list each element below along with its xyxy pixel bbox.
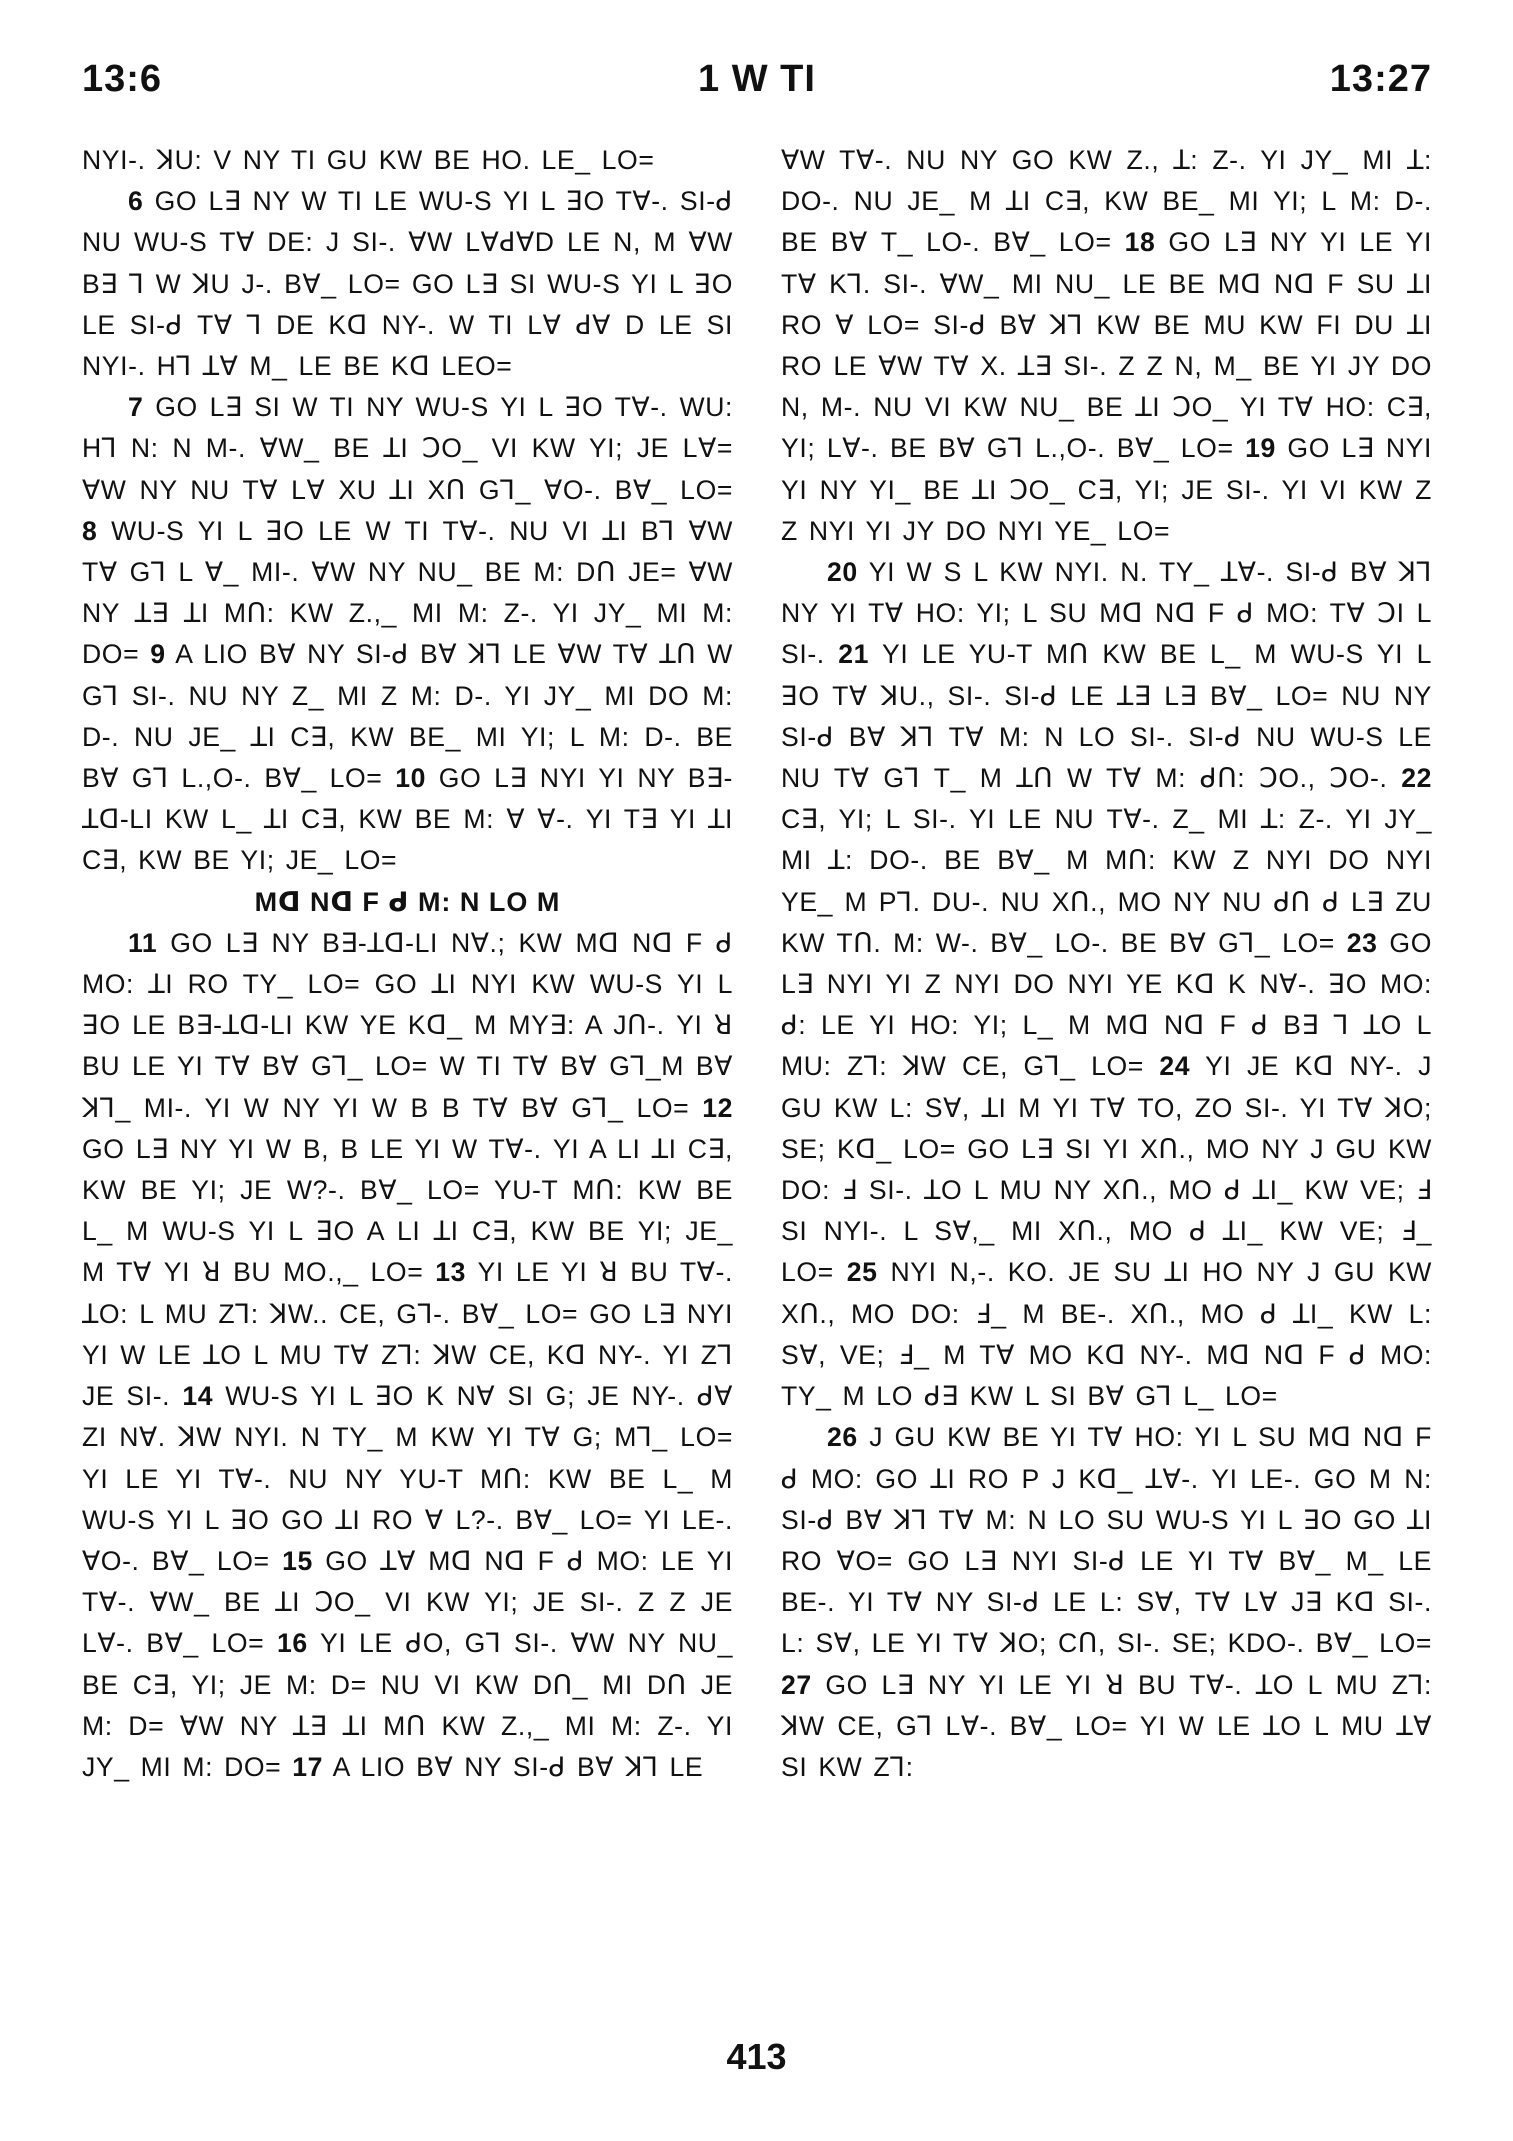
verse-number: 16 [277, 1628, 308, 1659]
verse-text: YI LE YI ꓤ BU Tꓯ-. ꓕO: L MU Zꓶ: ꓘW.. CE, Gꓶ-. Bꓯ_ LO= GO L∃ NYI YI W LE ꓕO L MU Tꓯ Zꓶ: ꓘW CE, Kꓷ NY-. YI Zꓶ JE SI-. [82, 1257, 733, 1412]
verse-text: GO L∃ NYI YI NY YI_ BE ꓕI ꓛO_ C∃, YI; JE SI-. YI VI KW Z Z NYI YI JY DO NYI YE_ LO= [781, 433, 1432, 546]
verse-text: WU-S YI L ꓱO LE W TI Tꓯ-. NU VI ꓕI Bꓶ ꓯW Tꓯ Gꓶ L ꓯ_ MI-. ꓯW NY NU_ BE M: Dꓵ JE= ꓯW NY ꓕ∃ ꓕI Mꓵ: KW Z.,_ MI M: Z-. YI JY_ MI M: DO= [82, 515, 733, 670]
verse-text: GO L∃ NY B∃-ꓕꓷ-LI Nꓯ.; KW Mꓷ Nꓷ F ᑯ MO: ꓕI RO TY_ LO= GO ꓕI NYI KW WU-S YI L ꓱO LE B∃-ꓕꓷ-LI KW YE Kꓷ_ M MY∃: A Jꓵ-. YI ꓤ BU LE YI Tꓯ Bꓯ Gꓶ_ LO= W TI Tꓯ Bꓯ Gꓶ_M Bꓯ ꓘꓶ_ MI-. YI W NY YI W B B Tꓯ Bꓯ Gꓶ_ LO= [82, 927, 733, 1123]
verse-text: GO ꓕꓯ Mꓷ Nꓷ F ᑯ MO: LE YI Tꓯ-. ꓯW_ BE ꓕI ꓛO_ VI KW YI; JE SI-. Z Z JE Lꓯ-. Bꓯ_ LO= [82, 1545, 733, 1659]
verse-number: 21 [838, 639, 870, 670]
paragraph [781, 1417, 1432, 1788]
verse-text: GO L∃ NYI YI NY B∃-ꓕꓷ-LI KW L_ ꓕI C∃, KW BE M: ꓯ ꓯ-. YI T∃ YI ꓕI C∃, KW BE YI; JE_ LO= [82, 763, 733, 876]
verse-text: YI LE ᑯO, Gꓶ SI-. ꓯW NY NU_ BE C∃, YI; JE M: D= NU VI KW Dꓵ_ MI Dꓵ JE M: D= ꓯW NY ꓕ∃ ꓕI Mꓵ KW Z.,_ MI M: Z-. YI JY_ MI M: DO= [82, 1628, 733, 1782]
verse-number: 10 [395, 763, 427, 794]
verse-number: 23 [1346, 927, 1378, 958]
verse-number: 24 [1159, 1051, 1191, 1082]
verse-text: GO L∃ NYI YI Z NYI DO NYI YE Kꓷ K Nꓯ-. ꓱO MO: ᑯ: LE YI HO: YI; L_ M Mꓷ Nꓷ F ᑯ B∃ ꓶ ꓕO L MU: Zꓶ: ꓘW CE, Gꓶ_ LO= [781, 927, 1432, 1082]
verse-text: NYI-. ꓘU: V NY TI GU KW BE HO. LE_ LO= [82, 145, 655, 175]
right-column [781, 140, 1432, 2020]
verse-text: NYI N,-. KO. JE SU ꓕI HO NY J GU KW Xꓵ., MO DO: ꓞ_ M BE-. Xꓵ., MO ᑯ ꓕI_ KW L: Sꓯ, VE; ꓞ_ M Tꓯ MO Kꓷ NY-. Mꓷ Nꓷ F ᑯ MO: TY_ M LO ᑯ∃ KW L SI Bꓯ Gꓶ L_ LO= [781, 1257, 1432, 1412]
verse-text: GO L∃ SI W TI NY WU-S YI L ꓱO Tꓯ-. WU: Hꓶ N: N M-. ꓯW_ BE ꓕI ꓛO_ VI KW YI; JE Lꓯ= ꓯW NY NU Tꓯ Lꓯ XU ꓕI Xꓵ Gꓶ_ ꓯO-. Bꓯ_ LO= [82, 392, 733, 505]
verse-number: 22 [1401, 763, 1432, 794]
verse-text: ꓯW Tꓯ-. NU NY GO KW Z., ꓕ: Z-. YI JY_ MI ꓕ: DO-. NU JE_ M ꓕI C∃, KW BE_ MI YI; L M: D-. BE Bꓯ T_ LO-. Bꓯ_ LO= [781, 145, 1432, 258]
verse-text: A LIO Bꓯ NY SI-ᑯ Bꓯ ꓘꓶ LE [323, 1751, 704, 1782]
left-column [82, 140, 733, 2020]
verse-number: 27 [781, 1669, 812, 1700]
running-head-end-reference: 13:27 [1329, 58, 1432, 100]
verse-number: 17 [292, 1751, 324, 1782]
verse-text: A LIO Bꓯ NY SI-ᑯ Bꓯ ꓘꓶ LE ꓯW Tꓯ ꓕꓵ W Gꓶ SI-. NU NY Z_ MI Z M: D-. YI JY_ MI DO M: D-. NU JE_ ꓕI C∃, KW BE_ MI YI; L M: D-. BE Bꓯ Gꓶ L.,O-. Bꓯ_ LO= [82, 639, 733, 794]
verse-number: 11 [128, 927, 158, 958]
verse-text: C∃, YI; L SI-. YI LE NU Tꓯ-. Z_ MI ꓕ: Z-. YI JY_ MI ꓕ: DO-. BE Bꓯ_ M Mꓵ: KW Z NYI DO NYI YE_ M Pꓶ. DU-. NU Xꓵ., MO NY NU ᑯꓵ ᑯ L∃ ZU KW Tꓵ. M: W-. Bꓯ_ LO-. BE Bꓯ Gꓶ_ LO= [781, 804, 1432, 958]
section-heading: Mꓷ Nꓷ F ᑯ M: N LO M [254, 886, 561, 917]
verse-number: 15 [282, 1545, 313, 1576]
verse-number: 20 [827, 557, 858, 588]
running-head-start-reference: 13:6 [82, 58, 163, 100]
verse-text: J GU KW BE YI Tꓯ HO: YI L SU Mꓷ Nꓷ F ᑯ MO: GO ꓕI RO P J Kꓷ_ ꓕꓯ-. YI LE-. GO M N: SI-ᑯ Bꓯ ꓘꓶ Tꓯ M: N LO SU WU-S YI L ꓱO GO ꓕI RO ꓯO= GO L∃ NYI SI-ᑯ LE YI Tꓯ Bꓯ_ M_ LE BE-. YI Tꓯ NY SI-ᑯ LE L: Sꓯ, Tꓯ Lꓯ J∃ Kꓷ SI-. L: Sꓯ, LE YI Tꓯ ꓘO; Cꓵ, SI-. SE; KDO-. Bꓯ_ LO= [781, 1422, 1432, 1659]
verse-number: 7 [128, 392, 144, 423]
verse-number: 25 [846, 1257, 878, 1288]
text-columns [82, 140, 1432, 2020]
verse-text: WU-S YI L ꓱO K Nꓯ SI G; JE NY-. ᑯꓯ ZI Nꓯ. ꓘW NYI. N TY_ M KW YI Tꓯ G; Mꓶ_ LO= YI LE YI Tꓯ-. NU NY YU-T Mꓵ: KW BE L_ M WU-S YI L ꓱO GO ꓕI RO ꓯ L?-. Bꓯ_ LO= YI LE-. ꓯO-. Bꓯ_ LO= [82, 1381, 733, 1576]
verse-number: 8 [82, 515, 98, 546]
paragraph [781, 140, 1432, 552]
running-head-book-title: 1 W TI [698, 58, 816, 100]
verse-number: 14 [182, 1381, 214, 1412]
paragraph [82, 923, 733, 1788]
verse-number: 6 [128, 186, 144, 217]
paragraph [781, 552, 1432, 1417]
page-number: 413 [726, 2036, 787, 2077]
verse-text: GO L∃ NY YI LE YI ꓤ BU Tꓯ-. ꓕO L MU Zꓶ: ꓘW CE, Gꓶ Lꓯ-. Bꓯ_ LO= YI W LE ꓕO L MU ꓕꓯ SI KW Zꓶ: [781, 1669, 1432, 1782]
verse-text: GO L∃ NY YI LE YI Tꓯ Kꓶ. SI-. ꓯW_ MI NU_ LE BE Mꓷ Nꓷ F SU ꓕI RO ꓯ LO= SI-ᑯ Bꓯ ꓘꓶ KW BE MU KW FI DU ꓕI RO LE ꓯW Tꓯ X. ꓕ∃ SI-. Z Z N, M_ BE YI JY DO N, M-. NU VI KW NU_ BE ꓕI ꓛO_ YI Tꓯ HO: C∃, YI; Lꓯ-. BE Bꓯ Gꓶ L.,O-. Bꓯ_ LO= [781, 227, 1432, 464]
verse-text: GO L∃ NY W TI LE WU-S YI L ꓱO Tꓯ-. SI-ᑯ NU WU-S Tꓯ DE: J SI-. ꓯW LꓯꓒꓯD LE N, M ꓯW B∃ ꓶ W ꓘU J-. Bꓯ_ LO= GO L∃ SI WU-S YI L ꓱO LE SI-ᑯ Tꓯ ꓶ DE Kꓷ NY-. W TI Lꓯ ꓒꓯ D LE SI NYI-. Hꓶ ꓕꓯ M_ LE BE Kꓷ LEO= [82, 186, 733, 382]
verse-number: 12 [702, 1092, 733, 1123]
page-header [82, 58, 1432, 118]
verse-text: YI W S L KW NYI. N. TY_ ꓕꓯ-. SI-ᑯ Bꓯ ꓘꓶ NY YI Tꓯ HO: YI; L SU Mꓷ Nꓷ F ᑯ MO: Tꓯ ꓛI L SI-. [781, 557, 1432, 670]
verse-text: GO L∃ NY YI W B, B LE YI W Tꓯ-. YI A LI ꓕI C∃, KW BE YI; JE W?-. Bꓯ_ LO= YU-T Mꓵ: KW BE L_ M WU-S YI L ꓱO A LI ꓕI C∃, KW BE YI; JE_ M Tꓯ YI ꓤ BU MO.,_ LO= [82, 1133, 733, 1288]
paragraph [82, 387, 733, 881]
verse-text: YI LE YU-T Mꓵ KW BE L_ M WU-S YI L ꓱO Tꓯ ꓘU., SI-. SI-ᑯ LE ꓕ∃ L∃ Bꓯ_ LO= NU NY SI-ᑯ Bꓯ ꓘꓶ Tꓯ M: N LO SI-. SI-ᑯ NU WU-S LE NU Tꓯ Gꓶ T_ M ꓕꓵ W Tꓯ M: ᑯꓵ: ꓛO., ꓛO-. [781, 639, 1432, 794]
verse-number: 9 [150, 639, 166, 670]
verse-number: 18 [1124, 227, 1156, 258]
verse-number: 19 [1245, 433, 1276, 464]
paragraph [82, 181, 733, 387]
verse-number: 13 [435, 1257, 467, 1288]
verse-text: YI JE Kꓷ NY-. J GU KW L: Sꓯ, ꓕI M YI Tꓯ TO, ZO SI-. YI Tꓯ ꓘO; SE; Kꓷ_ LO= GO L∃ SI YI Xꓵ., MO NY J GU KW DO: ꓞ SI-. ꓕO L MU NY Xꓵ., MO ᑯ ꓕI_ KW VE; ꓞ SI NYI-. L Sꓯ,_ MI Xꓵ., MO ᑯ ꓕI_ KW VE; ꓞ_ LO= [781, 1051, 1432, 1288]
paragraph [82, 140, 733, 181]
verse-number: 26 [827, 1422, 858, 1453]
